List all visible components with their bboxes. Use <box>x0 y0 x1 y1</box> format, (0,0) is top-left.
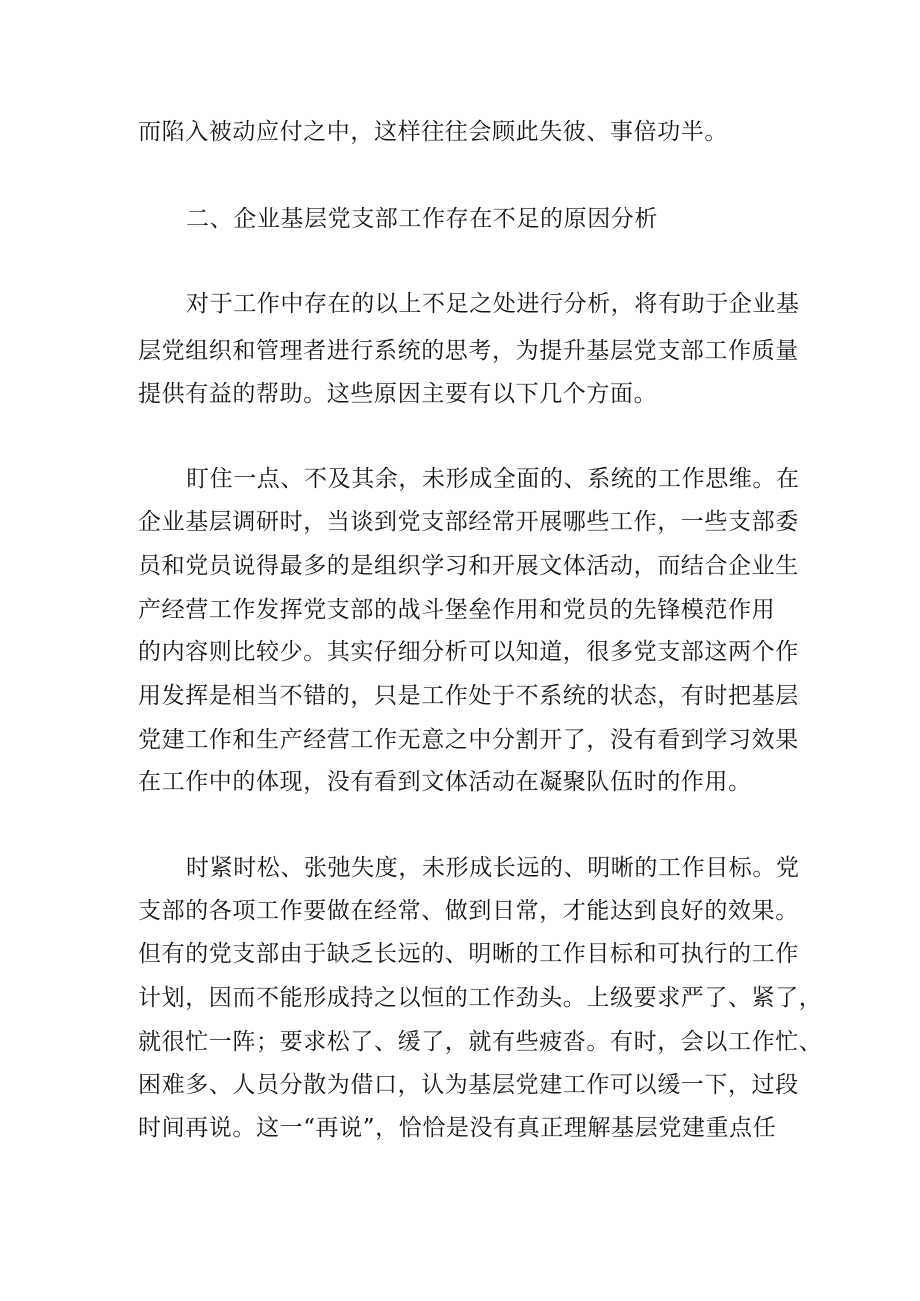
paragraph-line: 产经营工作发挥党支部的战斗堡垒作用和党员的先锋模范作用 <box>138 597 776 623</box>
paragraph-continuation-line: 而陷入被动应付之中，这样往往会顾此失彼、事倍功半。 <box>138 119 728 145</box>
paragraph-line: 盯住一点、不及其余，未形成全面的、系统的工作思维。在 <box>186 466 800 492</box>
paragraph-line: 困难多、人员分散为借口，认为基层党建工作可以缓一下，过段 <box>138 1072 799 1098</box>
paragraph-line: 提供有益的帮助。这些原因主要有以下几个方面。 <box>138 381 658 407</box>
paragraph-line: 对于工作中存在的以上不足之处进行分析，将有助于企业基 <box>186 291 800 317</box>
paragraph-line: 计划，因而不能形成持之以恒的工作劲头。上级要求严了、紧了， <box>138 985 823 1011</box>
paragraph-line: 在工作中的体现，没有看到文体活动在凝聚队伍时的作用。 <box>138 769 752 795</box>
paragraph-line: 时间再说。这一“再说”，恰恰是没有真正理解基层党建重点任 <box>138 1115 777 1141</box>
paragraph-line: 就很忙一阵；要求松了、缓了，就有些疲沓。有时，会以工作忙、 <box>138 1029 823 1055</box>
paragraph-line: 支部的各项工作要做在经常、做到日常，才能达到良好的效果。 <box>138 898 799 924</box>
paragraph-line: 的内容则比较少。其实仔细分析可以知道，很多党支部这两个作 <box>138 639 799 665</box>
paragraph-line: 层党组织和管理者进行系统的思考，为提升基层党支部工作质量 <box>138 338 799 364</box>
paragraph-line: 企业基层调研时，当谈到党支部经常开展哪些工作，一些支部委 <box>138 509 799 535</box>
paragraph-line: 但有的党支部由于缺乏长远的、明晰的工作目标和可执行的工作 <box>138 941 799 967</box>
paragraph-line: 党建工作和生产经营工作无意之中分割开了，没有看到学习效果 <box>138 727 799 753</box>
paragraph-line: 员和党员说得最多的是组织学习和开展文体活动，而结合企业生 <box>138 553 799 579</box>
section-heading: 二、企业基层党支部工作存在不足的原因分析 <box>186 206 658 232</box>
paragraph-line: 时紧时松、张弛失度，未形成长远的、明晰的工作目标。党 <box>186 855 800 881</box>
paragraph-line: 用发挥是相当不错的，只是工作处于不系统的状态，有时把基层 <box>138 683 799 709</box>
